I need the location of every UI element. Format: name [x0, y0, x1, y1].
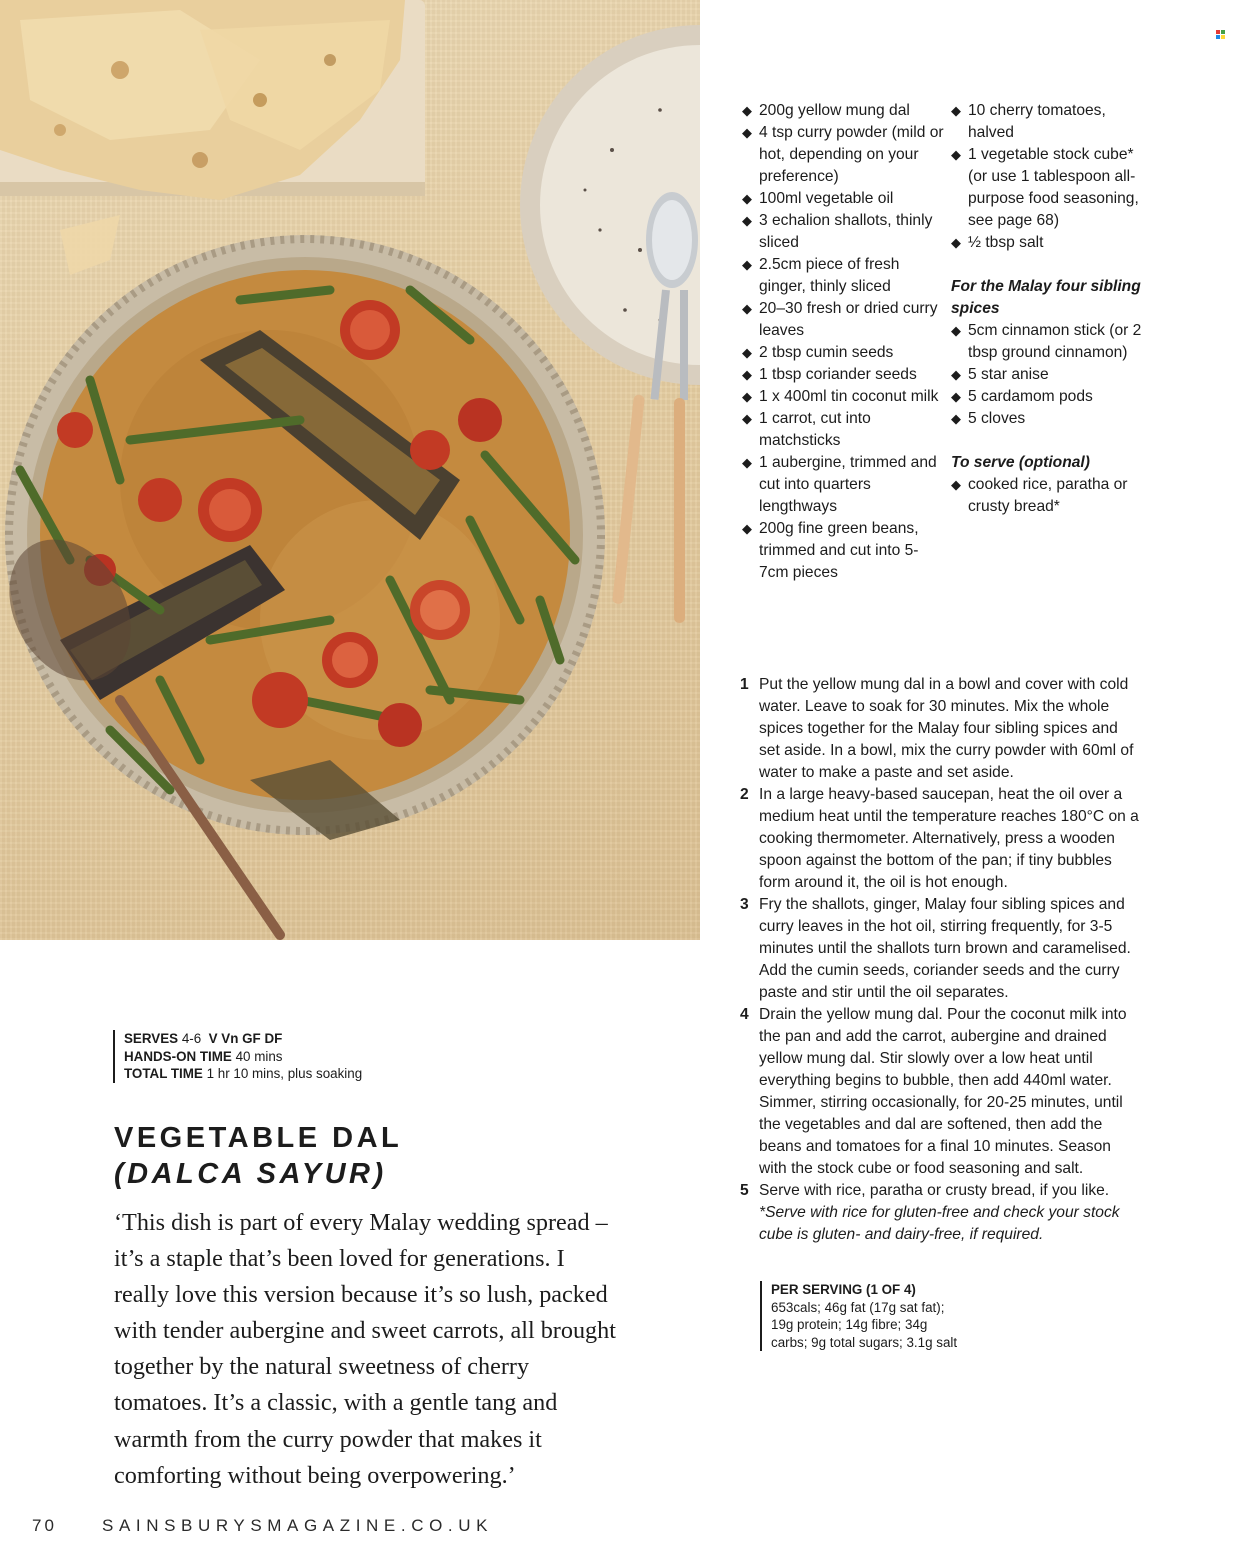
ingredient-item: ◆ 1 x 400ml tin coconut milk	[742, 388, 939, 405]
method-step: 1 Put the yellow mung dal in a bowl and cover with cold water. Leave to soak for 30 minutes. Mix the whole spices together for the Malay four sibling spices and set aside. In a bowl, mix the curry powder with 60ml of water to make a paste and set aside.	[740, 676, 1134, 781]
serves-label: SERVES	[124, 1031, 179, 1046]
brand-mark-icon	[1216, 30, 1225, 39]
method-step: 5 Serve with rice, paratha or crusty bread, if you like.	[740, 1182, 1110, 1199]
recipe-title	[114, 1120, 402, 1192]
handson-line	[124, 1048, 362, 1066]
intro-quote: ‘This dish is part of every Malay wedding spread – it’s a staple that’s been loved for generations. I really love this version because it’s so lush, packed with tender aubergine and sweet carrots, all brought together by the natural sweetness of cherry tomatoes. It’s a classic, with a gentle tang and warmth from the curry powder that makes it comforting without being overpowering.’	[114, 1209, 616, 1489]
nutrition-box	[760, 1281, 1011, 1351]
serves-value: 4-6	[181, 1031, 202, 1046]
total-time-value: 1 hr 10 mins, plus soaking	[206, 1066, 363, 1081]
serve-item: ◆ cooked rice, paratha or crusty bread*	[951, 476, 1128, 515]
title-line-1: VEGETABLE DAL	[114, 1122, 403, 1154]
ingredient-item: ◆ 1 tbsp coriander seeds	[742, 366, 917, 383]
spice-item: ◆ 5 cloves	[951, 410, 1026, 427]
ingredient-item: ◆ 4 tsp curry powder (mild or hot, depending on your preference)	[742, 124, 944, 185]
dal-bowl-illustration	[0, 0, 700, 940]
serves-info	[113, 1030, 362, 1083]
recipe-photo	[0, 0, 700, 940]
total-time-label: TOTAL TIME	[124, 1066, 203, 1081]
handson-label: HANDS-ON TIME	[124, 1048, 232, 1064]
method-footnote: *Serve with rice for gluten-free and check your stock cube is gluten- and dairy-free, if required.	[759, 1204, 1120, 1243]
nutrition-heading: PER SERVING (1 OF 4)	[771, 1282, 916, 1297]
total-time-line	[124, 1065, 362, 1083]
ingredient-item: ◆ 10 cherry tomatoes, halved	[951, 102, 1106, 141]
method-step: 4 Drain the yellow mung dal. Pour the coconut milk into the pan and add the carrot, aubergine and drained yellow mung dal. Stir slowly over a low heat until everything begins to bubble, then add 440ml water. Simmer, stirring occasionally, for 20-25 minutes, until the vegetables and dal are softened, then add the beans and tomatoes for a final 10 minutes. Season with the stock cube or food seasoning and salt.	[740, 1006, 1127, 1177]
method-step: 2 In a large heavy-based saucepan, heat the oil over a medium heat until the temperature reaches 180°C on a cooking thermometer. Alternatively, press a wooden spoon against the bottom of the pan; if tiny bubbles form around it, the oil is hot enough.	[740, 786, 1139, 891]
nutrition-line: 19g protein; 14g fibre; 34g	[771, 1317, 928, 1332]
ingredient-item: ◆ ½ tbsp salt	[951, 234, 1044, 251]
ingredient-item: ◆ 3 echalion shallots, thinly sliced	[742, 212, 933, 251]
method-step: 3 Fry the shallots, ginger, Malay four sibling spices and curry leaves in the hot oil, stirring frequently, for 3-5 minutes until the shallots turn brown and caramelised. Add the cumin seeds, coriander seeds and the curry paste and stir until the oil separates.	[740, 896, 1131, 1001]
website-footer: SAINSBURYSMAGAZINE.CO.UK	[102, 1516, 494, 1535]
spice-item: ◆ 5 cardamom pods	[951, 388, 1093, 405]
ingredient-item: ◆ 2 tbsp cumin seeds	[742, 344, 894, 361]
title-line-2: (DALCA SAYUR)	[114, 1158, 387, 1190]
ingredient-item: ◆ 20–30 fresh or dried curry leaves	[742, 300, 938, 339]
handson-value: 40 mins	[235, 1048, 283, 1064]
serve-heading: To serve (optional)	[951, 454, 1090, 471]
ingredients-column-2	[951, 100, 1151, 518]
ingredient-item: ◆ 200g yellow mung dal	[742, 102, 910, 119]
diet-tags: V Vn GF DF	[208, 1031, 283, 1046]
ingredient-item: ◆ 1 vegetable stock cube* (or use 1 tablespoon all-purpose food seasoning, see page 68)	[951, 146, 1139, 229]
method-steps	[740, 674, 1142, 1246]
spice-item: ◆ 5cm cinnamon stick (or 2 tbsp ground cinnamon)	[951, 322, 1142, 361]
ingredient-item: ◆ 200g fine green beans, trimmed and cut into 5-7cm pieces	[742, 520, 919, 581]
nutrition-line: carbs; 9g total sugars; 3.1g salt	[771, 1334, 958, 1350]
serves-line	[124, 1030, 362, 1048]
page-number: 70	[32, 1516, 57, 1535]
nutrition-line: 653cals; 46g fat (17g sat fat);	[771, 1299, 945, 1315]
dal-bowl	[5, 235, 605, 835]
ingredient-item: ◆ 100ml vegetable oil	[742, 190, 894, 207]
ingredient-item: ◆ 1 aubergine, trimmed and cut into quarters lengthways	[742, 454, 937, 515]
ingredients-column-1	[742, 100, 947, 584]
ingredient-item: ◆ 2.5cm piece of fresh ginger, thinly sliced	[742, 256, 900, 295]
ingredient-item: ◆ 1 carrot, cut into matchsticks	[742, 410, 871, 449]
spice-item: ◆ 5 star anise	[951, 366, 1049, 383]
spices-heading: For the Malay four sibling spices	[951, 278, 1141, 317]
